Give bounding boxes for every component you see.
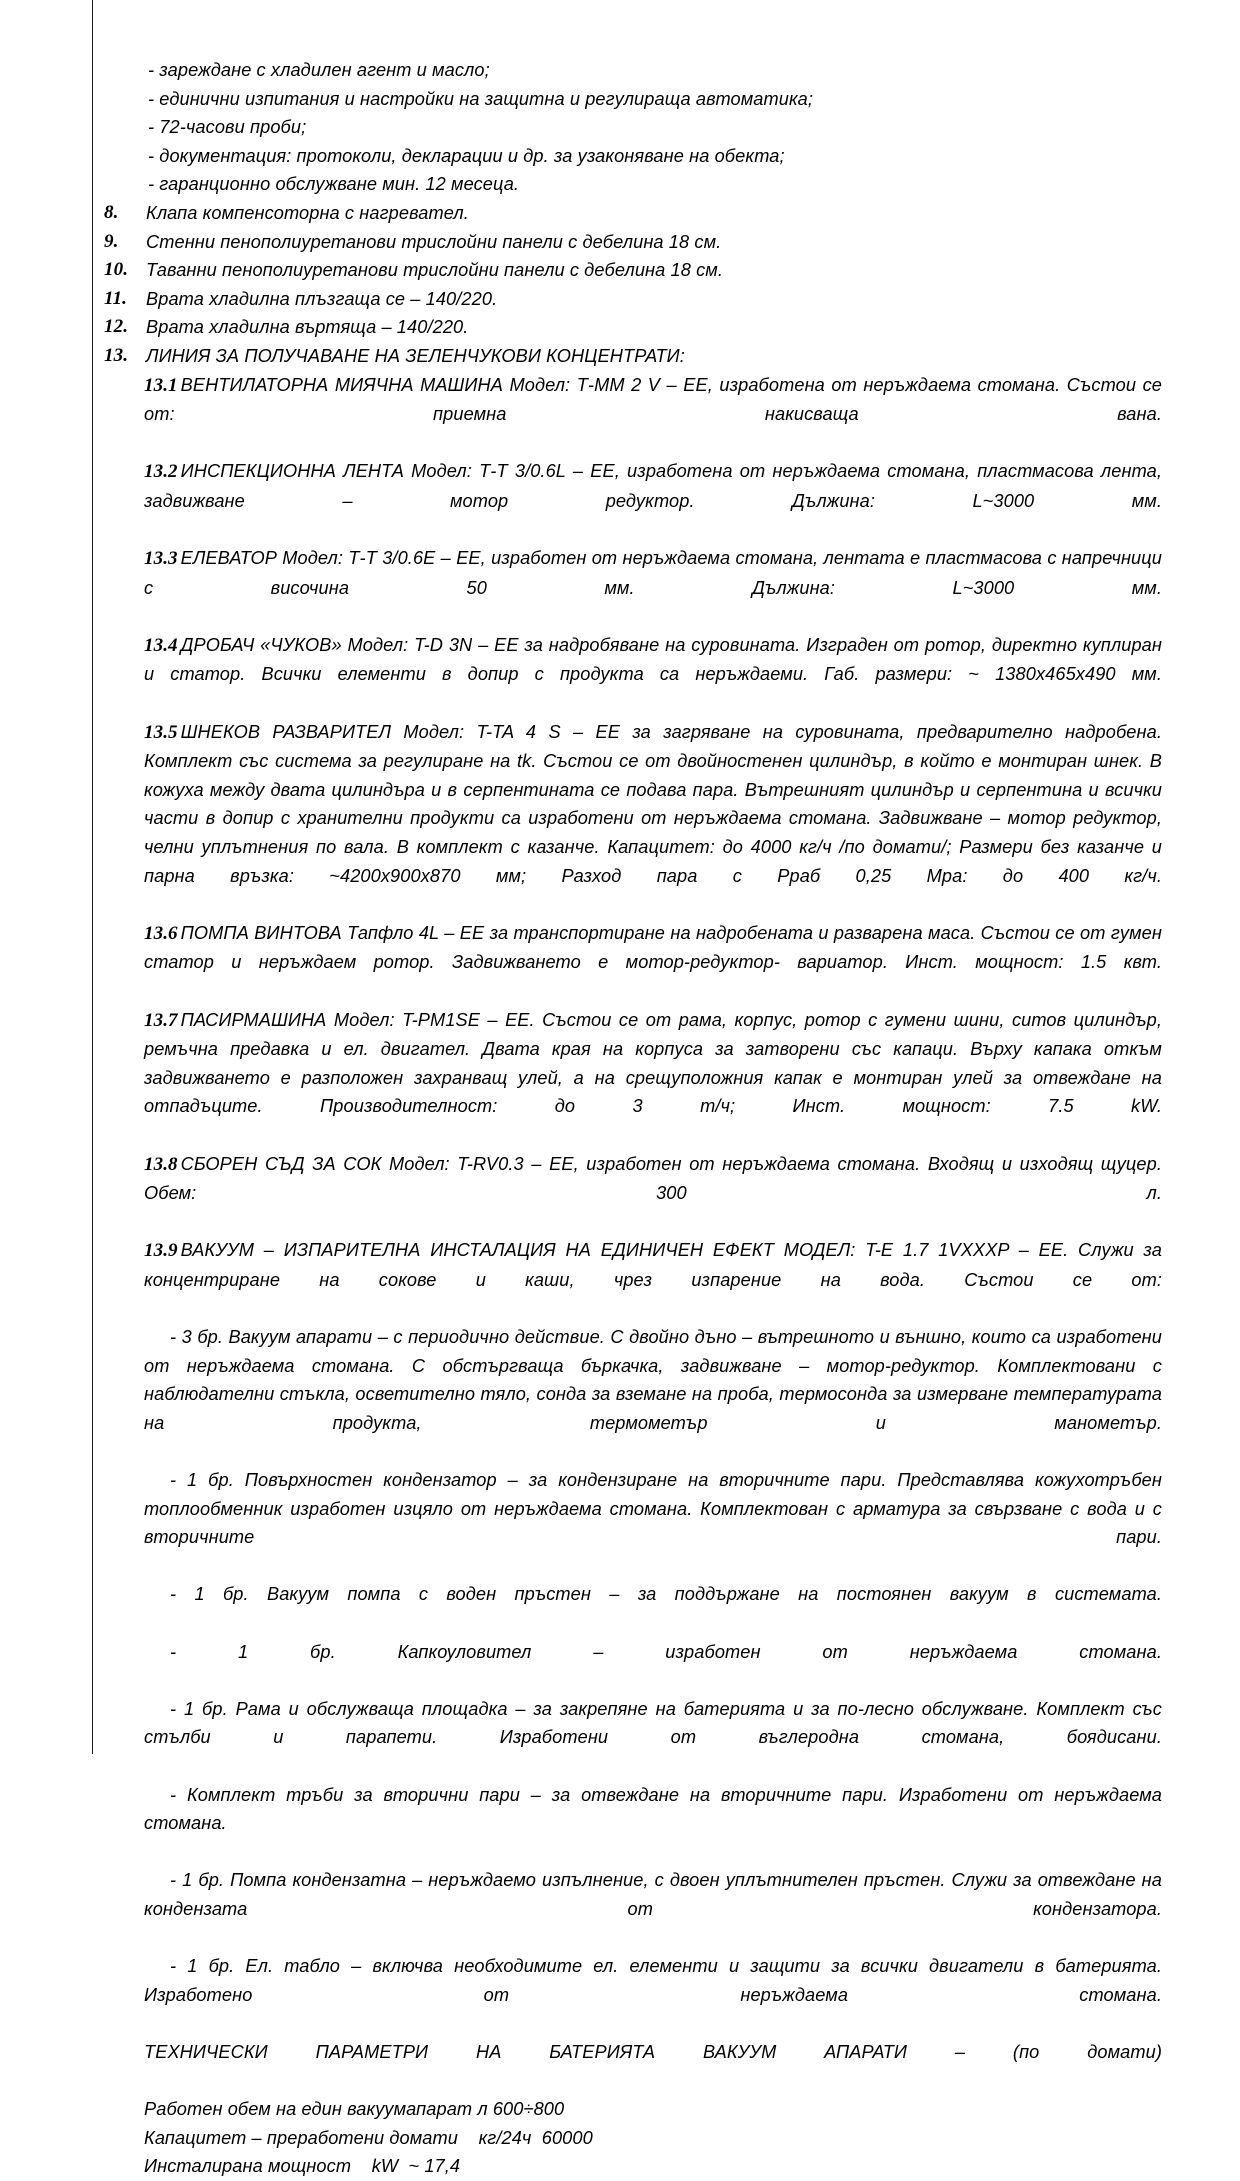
subsection-13-2 [100, 457, 1162, 544]
subsection-13-3 [100, 544, 1162, 631]
list-item-text: Врата хладилна въртяща – 140/220. [146, 317, 469, 338]
component-item: - Комплект тръби за вторични пари – за отвеждане на вторичните пари. Изработени от неръждаема стомана. [144, 1784, 1162, 1834]
subsection-label: 13.2 [144, 461, 178, 483]
subsection-label: 13.1 [144, 374, 178, 396]
subsection-13-5 [100, 718, 1162, 919]
subsection-13-9 [100, 1236, 1162, 1323]
subsection-text: ДРОБАЧ «ЧУКОВ» Модел: T-D 3N – ЕЕ за надробяване на суровината. Изграден от ротор, директно куплиран и статор. Всички елементи в допир с продукта са неръждаеми. Габ. размери: ~ 1380х465х490 мм. [144, 634, 1162, 685]
list-item-text: Таванни пенополиуретанови трислойни панели с дебелина 18 см. [146, 260, 724, 281]
technical-parameters-block [100, 2038, 1162, 2181]
list-item: - зареждане с хладилен агент и масло; [148, 60, 490, 80]
component-item: - 1 бр. Вакуум помпа с воден пръстен – за поддържане на постоянен вакуум в системата. [170, 1584, 1162, 1605]
list-item [100, 199, 1162, 228]
subsection-text: ПОМПА ВИНТОВА Тапфло 4L – ЕЕ за транспортиране на надробената и разварена маса. Състои се от гумен статор и неръждаем ротор. Задвижването е мотор-редуктор- вариатор. Инст. мощност: 1.5 квт. [144, 922, 1162, 973]
list-item [100, 313, 1162, 342]
subsection-text: ВАКУУМ – ИЗПАРИТЕЛНА ИНСТАЛАЦИЯ НА ЕДИНИЧЕН ЕФЕКТ МОДЕЛ: T-E 1.7 1VXXXP – EE. Служи за концентриране на сокове и каши, чрез изпарение на вода. Състои се от: [144, 1240, 1162, 1290]
component-item: - 1 бр. Ел. табло – включва необходимите ел. елементи и защити за всички двигатели в батерията. Изработено от неръждаема стомана. [144, 1956, 1162, 2005]
subsection-label: 13.9 [144, 1240, 178, 1262]
list-item: - единични изпитания и настройки на защитна и регулираща автоматика; [148, 88, 814, 109]
list-item-text: Клапа компенсоторна с нагревател. [146, 202, 469, 223]
technical-parameters-heading: ТЕХНИЧЕСКИ ПАРАМЕТРИ НА БАТЕРИЯТА ВАКУУМ АПАРАТИ – (по домати) [144, 2041, 1162, 2062]
subsection-label: 13.4 [144, 634, 178, 656]
document-body [100, 56, 1162, 2181]
subsection-13-8 [100, 1150, 1162, 1237]
subsection-label: 13.6 [144, 922, 178, 944]
list-item-number: 13. [104, 344, 129, 366]
subsection-13-1 [100, 371, 1162, 458]
list-item-number: 9. [104, 230, 119, 252]
list-item: - 72-часови проби; [148, 117, 307, 138]
technical-parameter-row: Инсталирана мощност kW ~ 17,4 [144, 2156, 461, 2177]
list-item-number: 8. [104, 201, 119, 223]
subsection-label: 13.5 [144, 721, 178, 743]
list-item [100, 285, 1162, 314]
subsection-13-7 [100, 1006, 1162, 1150]
component-item: - 1 бр. Рама и обслужваща площадка – за закрепяне на батерията и за по-лесно обслужване. Комплект със стълби и парапети. Изработени от въглеродна стомана, боядисани. [144, 1698, 1162, 1748]
technical-parameter-row: Капацитет – преработени домати кг/24ч 60000 [144, 2127, 593, 2148]
list-item-number: 10. [104, 259, 129, 281]
numbered-list [100, 199, 1162, 371]
subsection-list [100, 371, 1162, 1324]
subsection-label: 13.8 [144, 1153, 178, 1175]
subsection-text: ШНЕКОВ РАЗВАРИТЕЛ Модел: T-TA 4 S – ЕЕ за загряване на суровината, предварително надробена. Комплект със система за регулиране на tk. Състои се от двойностенен цилиндър, в който е монтиран шнек. В кожуха между двата цилиндъра и в серпентината се подава пара. Вътрешният цилиндър и серпентина и всички части в допир с хранителни продукти са изработени от неръждаема стомана. Задвижване – мотор редуктор, челни уплътнения по вала. В комплект с казанче. Капацитет: до 4000 кг/ч /по домати/; Размери без казанче и парна връзка: ~4200х900х870 мм; Разход пара с Рраб 0,25 Мра: до 400 кг/ч. [144, 721, 1162, 886]
component-item: - 1 бр. Помпа кондензатна – неръждаемо изпълнение, с двоен уплътнителен пръстен. Служи за отвеждане на кондензата от кондензатора. [144, 1870, 1162, 1919]
subsection-label: 13.3 [144, 548, 178, 570]
section-heading-13 [100, 342, 1162, 371]
subsection-text: ЕЛЕВАТОР Модел: Т-Т 3/0.6Е – ЕЕ, изработен от неръждаема стомана, лентата е пластмасова с напречници с височина 50 мм. Дължина: L~3000 мм. [144, 548, 1162, 598]
subsection-label: 13.7 [144, 1009, 178, 1031]
list-item: - документация: протоколи, декларации и др. за узаконяване на обекта; [148, 145, 785, 166]
list-item-number: 11. [104, 287, 128, 309]
component-item: - 1 бр. Капкоуловител – изработен от неръждаема стомана. [170, 1641, 1162, 1662]
subsection-text: СБОРЕН СЪД ЗА СОК Модел: T-RV0.3 – ЕЕ, изработен от неръждаема стомана. Входящ и изходящ щуцер. Обем: 300 л. [144, 1153, 1162, 1204]
list-item-text: ЛИНИЯ ЗА ПОЛУЧАВАНЕ НА ЗЕЛЕНЧУКОВИ КОНЦЕНТРАТИ: [146, 345, 685, 366]
subsection-text: ИНСПЕКЦИОННА ЛЕНТА Модел: Т-Т 3/0.6L – ЕЕ, изработена от неръждаема стомана, пластмасова лента, задвижване – мотор редуктор. Дължина: L~3000 мм. [144, 461, 1162, 511]
list-item: - гаранционно обслужване мин. 12 месеца. [148, 174, 520, 195]
left-margin-rule [92, 0, 93, 1754]
component-item: - 1 бр. Повърхностен кондензатор – за кондензиране на вторичните пари. Представлява кожухотръбен топлообменник изработен изцяло от неръждаема стомана. Комплектован с арматура за свързване с вода и с вторичните пари. [144, 1470, 1162, 1548]
subsection-13-4 [100, 631, 1162, 718]
list-item-text: Стенни пенополиуретанови трислойни панели с дебелина 18 см. [146, 231, 722, 252]
list-item-number: 12. [104, 316, 129, 338]
intro-dash-list [100, 56, 1162, 199]
list-item [100, 256, 1162, 285]
component-item: - 3 бр. Вакуум апарати – с периодично действие. С двойно дъно – вътрешното и външно, които са изработени от неръждаема стомана. С обстъргваща бъркачка, задвижване – мотор-редуктор. Комплектовани с наблюдателни стъкла, осветително тяло, сонда за вземане на проба, термосонда за измерване температурата на продукта, термометър и манометър. [144, 1327, 1162, 1433]
component-list [100, 1323, 1162, 2038]
list-item-text: Врата хладилна плъзгаща се – 140/220. [146, 288, 498, 309]
list-item [100, 228, 1162, 257]
subsection-13-6 [100, 919, 1162, 1006]
subsection-text: ПАСИРМАШИНА Модел: T-PM1SE – ЕЕ. Състои се от рама, корпус, ротор с гумени шини, ситов цилиндър, ремъчна предавка и ел. двигател. Двата края на корпуса за затворени със капаци. Върху капака откъм задвижването е разположен захранващ улей, а на срещуположния капак е монтиран улей за отвеждане на отпадъците. Производителност: до 3 т/ч; Инст. мощност: 7.5 kW. [144, 1009, 1162, 1117]
technical-parameter-row: Работен обем на един вакуумапарат л 600÷800 [144, 2099, 565, 2120]
subsection-text: ВЕНТИЛАТОРНА МИЯЧНА МАШИНА Модел: Т-ММ 2 V – ЕЕ, изработена от неръждаема стомана. Състои се от: приемна накисваща вана. [144, 374, 1162, 425]
